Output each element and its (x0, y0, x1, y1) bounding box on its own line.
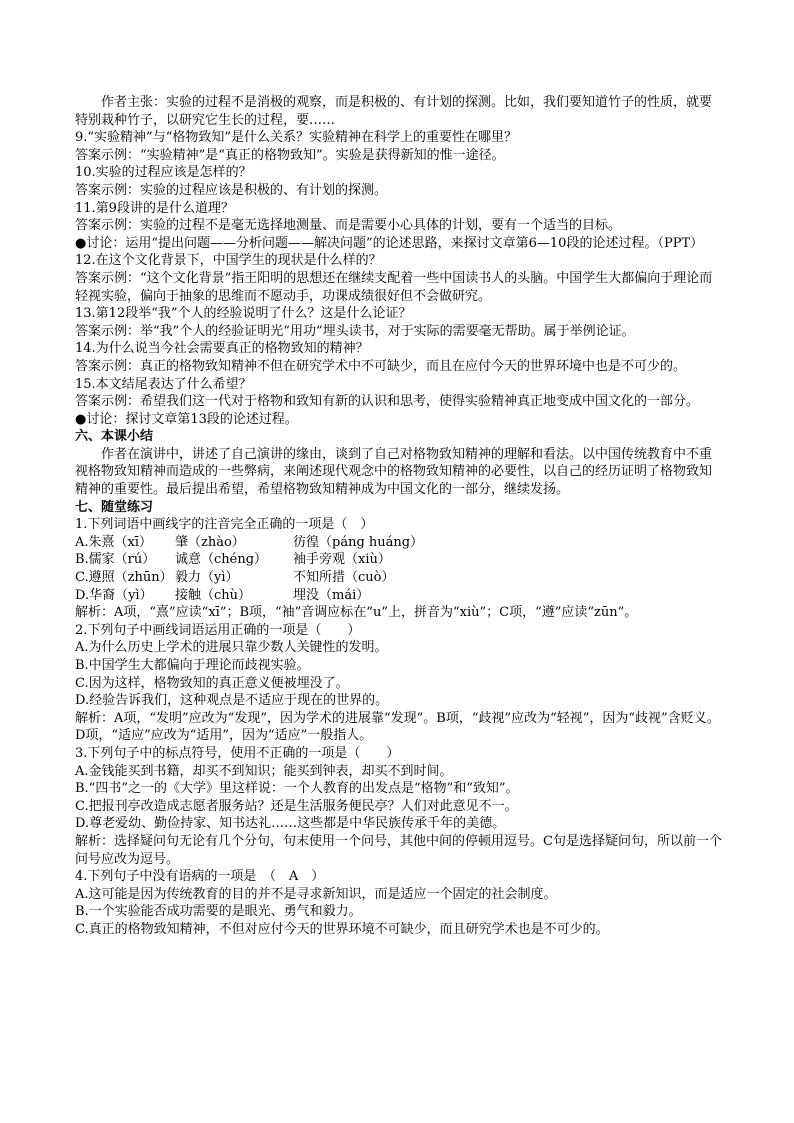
question-15: 15.本文结尾表达了什么希望？ (75, 376, 252, 392)
answer-10: 答案示例：实验的过程应该是积极的、有计划的探测。 (75, 182, 388, 198)
exercise-3-stem: 3.下列句子中的标点符号，使用不正确的一项是（ ） (75, 745, 400, 761)
answer-11: 答案示例：实验的过程不是毫无选择地测量、而是需要小心具体的计划，要有一个适当的目标。 (75, 218, 622, 234)
section-heading-summary: 六、本课小结 (75, 429, 154, 445)
option-item: 毅力（yì） (175, 570, 239, 586)
question-11: 11.第9段讲的是什么道理？ (75, 200, 234, 216)
answer-13: 答案示例：举“我”个人的经验证明光“用功”埋头读书，对于实际的需要毫无帮助。属于举例论证。 (75, 323, 635, 339)
exercise-1-option-b (75, 551, 723, 569)
exercise-1-stem: 1.下列词语中画线字的注音完全正确的一项是（ ） (75, 517, 374, 533)
exercise-3-analysis: 解析：选择疑问句无论有几个分句，句末使用一个问号，其他中间的停顿用逗号。C句是选择疑问句，所以前一个问号应改为逗号。 (75, 833, 722, 867)
summary-paragraph: 作者在演讲中，讲述了自己演讲的缘由，谈到了自己对格物致知精神的理解和看法。以中国传统教育中不重视格物致知精神而造成的一些弊病，来阐述现代观念中的格物致知精神的必要性，以自己的经历证明了格物致知精神的重要性。最后提出希望，希望格物致知精神成为中国文化的一部分，继续发扬。 (75, 446, 713, 498)
option-item: 接触（chù） (175, 587, 252, 603)
answer-15: 答案示例：希望我们这一代对于格物和致知有新的认识和思考，使得实验精神真正地变成中国文化的一部分。 (75, 394, 700, 410)
option-item: 埋没（mái） (293, 587, 370, 603)
exercise-3-option-c: C.把报刊亭改造成志愿者服务站？还是生活服务便民亭？人们对此意见不一。 (75, 798, 518, 814)
exercise-4-stem: 4.下列句子中没有语病的一项是 （ A ） (75, 869, 325, 885)
exercise-4-option-a: A.这可能是因为传统教育的目的并不是寻求新知识，而是适应一个固定的社会制度。 (75, 886, 557, 902)
discussion-2: ●讨论：探讨文章第13段的论述过程。 (75, 411, 298, 427)
exercise-2-option-b: B.中国学生大都偏向于理论而歧视实验。 (75, 658, 310, 673)
document-page (75, 94, 723, 939)
question-10: 10.实验的过程应该是怎样的？ (75, 165, 252, 181)
exercise-2-option-a: A.为什么历史上学术的进展只靠少数人关键性的发明。 (75, 640, 388, 656)
discussion-1: ●讨论：运用“提出问题——分析问题——解决问题”的论述思路，来探讨文章第6—10段的论述过程。（PPT） (75, 235, 704, 251)
exercise-1-option-d (75, 587, 723, 605)
answer-14: 答案示例：真正的格物致知精神不但在研究学术中不可缺少，而且在应付今天的世界环境中也是不可少的。 (75, 358, 687, 374)
option-item: 诚意（chéng） (175, 552, 268, 568)
option-item: A.朱熹（xī） (75, 534, 153, 550)
exercise-2-option-c: C.因为这样，格物致知的真正意义便被埋没了。 (75, 675, 349, 691)
exercise-2-option-d: D.经验告诉我们，这种观点是不适应于现在的世界的。 (75, 693, 389, 709)
question-13: 13.第12段举“我”个人的经验说明了什么？这是什么论证？ (75, 306, 412, 322)
exercise-2-stem: 2.下列句子中画线词语运用正确的一项是（ ） (75, 622, 361, 638)
exercise-2-analysis: 解析：A项，“发明”应改为“发现”，因为学术的进展靠“发现”。B项，“歧视”应改为“轻视”，因为“歧视”含贬义。D项，“适应”应改为“适用”，因为“适应”一般指人。 (75, 710, 720, 744)
option-item: 不知所措（cuò） (293, 570, 395, 586)
exercise-1-option-c (75, 569, 723, 587)
option-item: D.华裔（yì） (75, 587, 153, 603)
exercise-3-option-a: A.金钱能买到书籍，却买不到知识；能买到钟表，却买不到时间。 (75, 763, 453, 779)
exercise-3-option-d: D.尊老爱幼、勤俭持家、知书达礼……这些都是中华民族传承千年的美德。 (75, 816, 506, 832)
option-item: 彷徨（páng huáng） (293, 534, 424, 550)
exercise-1-option-a (75, 534, 723, 552)
option-item: B.儒家（rú） (75, 552, 156, 568)
exercise-1-analysis: 解析：A项，“熹”应读“xī”；B项，“袖”音调应标在“u”上，拼音为“xiù”；C项，“遵”应读“zūn”。 (75, 605, 638, 621)
question-9: 9.“实验精神”与“格物致知”是什么关系？实验精神在科学上的重要性在哪里？ (75, 130, 517, 146)
paragraph-author-claim: 作者主张：实验的过程不是消极的观察，而是积极的、有计划的探测。比如，我们要知道竹子的性质，就要特别栽种竹子，以研究它生长的过程，要…… (75, 95, 713, 128)
option-item: 袖手旁观（xiù） (293, 552, 391, 568)
exercise-4-option-b: B.一个实验能否成功需要的是眼光、勇气和毅力。 (75, 904, 362, 920)
question-12: 12.在这个文化背景下，中国学生的现状是什么样的？ (75, 253, 382, 269)
question-14: 14.为什么说当今社会需要真正的格物致知的精神？ (75, 341, 369, 357)
option-item: 肇（zhào） (175, 534, 245, 550)
exercise-4-option-c: C.真正的格物致知精神，不但对应付今天的世界环境不可缺少，而且研究学术也是不可少的。 (75, 921, 609, 937)
exercise-3-option-b: B.“四书”之一的《大学》里这样说：一个人教育的出发点是“格物”和“致知”。 (75, 781, 519, 797)
option-item: C.遵照（zhūn） (75, 570, 173, 586)
answer-9: 答案示例：“实验精神”是“真正的格物致知”。实验是获得新知的惟一途径。 (75, 147, 505, 163)
answer-12: 答案示例：“这个文化背景”指王阳明的思想还在继续支配着一些中国读书人的头脑。中国学生大都偏向于理论而轻视实验，偏向于抽象的思维而不愿动手，功课成绩很好但不会做研究。 (75, 270, 713, 304)
section-heading-exercises: 七、随堂练习 (75, 499, 154, 515)
